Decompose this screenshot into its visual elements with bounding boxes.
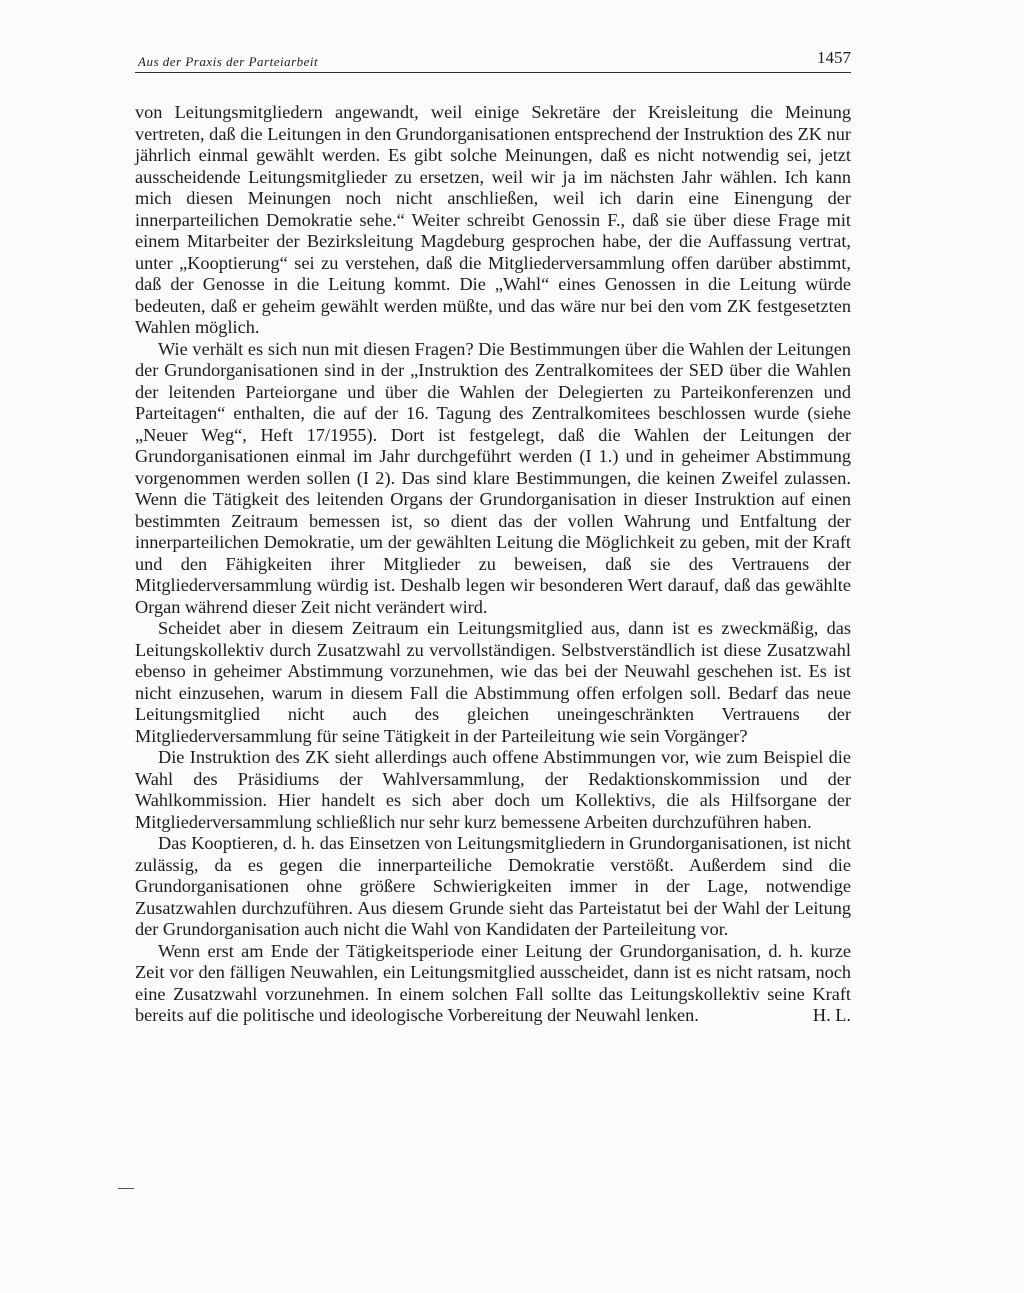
paragraph-final xyxy=(135,941,851,1027)
page-header xyxy=(135,48,851,74)
page-number: 1457 xyxy=(817,48,851,67)
paragraph: Die Instruktion des ZK sieht allerdings auch offene Abstimmungen vor, wie zum Beispiel die Wahl des Präsidiums der Wahlversammlung, der Redaktionskommission und der Wahlkommission. Hier handelt es sich aber doch um Kollektivs, die als Hilfsorgane der Mitgliederversammlung schließlich nur sehr kurz bemessene Arbeiten durchzuführen haben. xyxy=(135,747,851,832)
closing-block xyxy=(135,941,851,1027)
paragraph-final-text: Wenn erst am Ende der Tätigkeitsperiode einer Leitung der Grundorganisation, d. h. kurze Zeit vor den fälligen Neuwahlen, ein Leitungsmitglied ausscheidet, dann ist es nicht ratsam, noch eine Zusatzwahl vorzunehmen. In einem solchen Fall sollte das Leitungskollektiv seine Kraft bereits auf die politische und ideologische Vorbereitung der Neuwahl lenken. xyxy=(135,940,851,1025)
paragraph: Wie verhält es sich nun mit diesen Fragen? Die Bestimmungen über die Wahlen der Leitungen der Grundorganisationen sind in der „Instruktion des Zentralkomitees der SED über die Wahlen der leitenden Parteiorgane und über die Wahlen der Delegierten zu Parteikonferenzen und Parteitagen“ enthalten, die auf der 16. Tagung des Zentralkomitees beschlossen wurde (siehe „Neuer Weg“, Heft 17/1955). Dort ist festgelegt, daß die Wahlen der Leitungen der Grundorganisationen einmal im Jahr durchgeführt werden (I 1.) und in geheimer Abstimmung vorgenommen werden sollen (I 2). Das sind klare Bestimmungen, die keinen Zweifel zulassen. Wenn die Tätigkeit des leitenden Organs der Grundorganisation in dieser Instruktion auf einen bestimmten Zeitraum bemessen ist, so dient das der vollen Wahrung und Entfaltung der innerparteilichen Demokratie, um der gewählten Leitung die Möglichkeit zu geben, mit der Kraft und den Fähigkeiten ihrer Mitglieder zu beweisen, daß sie des Vertrauens der Mitgliederversammlung würdig ist. Deshalb legen wir besonderen Wert darauf, daß das gewählte Organ während dieser Zeit nicht verändert wird. xyxy=(135,338,851,617)
paragraph-continuation: von Leitungsmitgliedern angewandt, weil einige Sekretäre der Kreisleitung die Meinung vertreten, daß die Leitungen in den Grundorganisationen entsprechend der Instruktion des ZK nur jährlich einmal gewählt werden. Es gibt solche Meinungen, daß es nicht notwendig sei, jetzt ausscheidende Leitungsmitglieder zu ersetzen, weil wir ja im nächsten Jahr wählen. Ich kann mich diesen Meinungen noch nicht anschließen, weil ich darin eine Einengung der innerparteilichen Demokratie sehe.“ Weiter schreibt Genossin F., daß sie über diese Frage mit einem Mitarbeiter der Bezirksleitung Magdeburg gesprochen habe, der die Auffassung vertrat, unter „Kooptierung“ sei zu verstehen, daß die Mitgliederversammlung offen darüber abstimmt, daß der Genosse in die Leitung kommt. Die „Wahl“ eines Genossen in die Leitung würde bedeuten, daß er geheim gewählt werden müßte, und das wäre nur bei den vom ZK festgesetzten Wahlen möglich. xyxy=(135,102,851,337)
running-title: Aus der Praxis der Parteiarbeit xyxy=(138,54,319,69)
paragraph: Scheidet aber in diesem Zeitraum ein Leitungsmitglied aus, dann ist es zweckmäßig, das Leitungskollektiv durch Zusatzwahl zu vervollständigen. Selbstverständlich ist diese Zusatzwahl ebenso in geheimer Abstimmung vorzunehmen, wie das bei der Neuwahl geschehen ist. Es ist nicht einzusehen, warum in diesem Fall die Abstimmung offen erfolgen soll. Bedarf das neue Leitungsmitglied nicht auch des gleichen uneingeschränkten Vertrauens der Mitgliederversammlung für seine Tätigkeit in der Parteileitung wie sein Vorgänger? xyxy=(135,618,851,746)
paragraph: Das Kooptieren, d. h. das Einsetzen von Leitungsmitgliedern in Grundorganisationen, ist nicht zulässig, da es gegen die innerparteiliche Demokratie verstößt. Außerdem sind die Grundorganisationen ohne größere Schwierigkeiten immer in der Lage, notwendige Zusatzwahlen durchzuführen. Aus diesem Grunde sieht das Parteistatut bei der Wahl der Leitung der Grundorganisation auch nicht die Wahl von Kandidaten der Parteileitung vor. xyxy=(135,833,851,939)
header-rule xyxy=(135,72,851,73)
footer-mark xyxy=(118,1188,134,1189)
article-body xyxy=(135,102,851,1027)
author-signature: H. L. xyxy=(812,1005,851,1025)
